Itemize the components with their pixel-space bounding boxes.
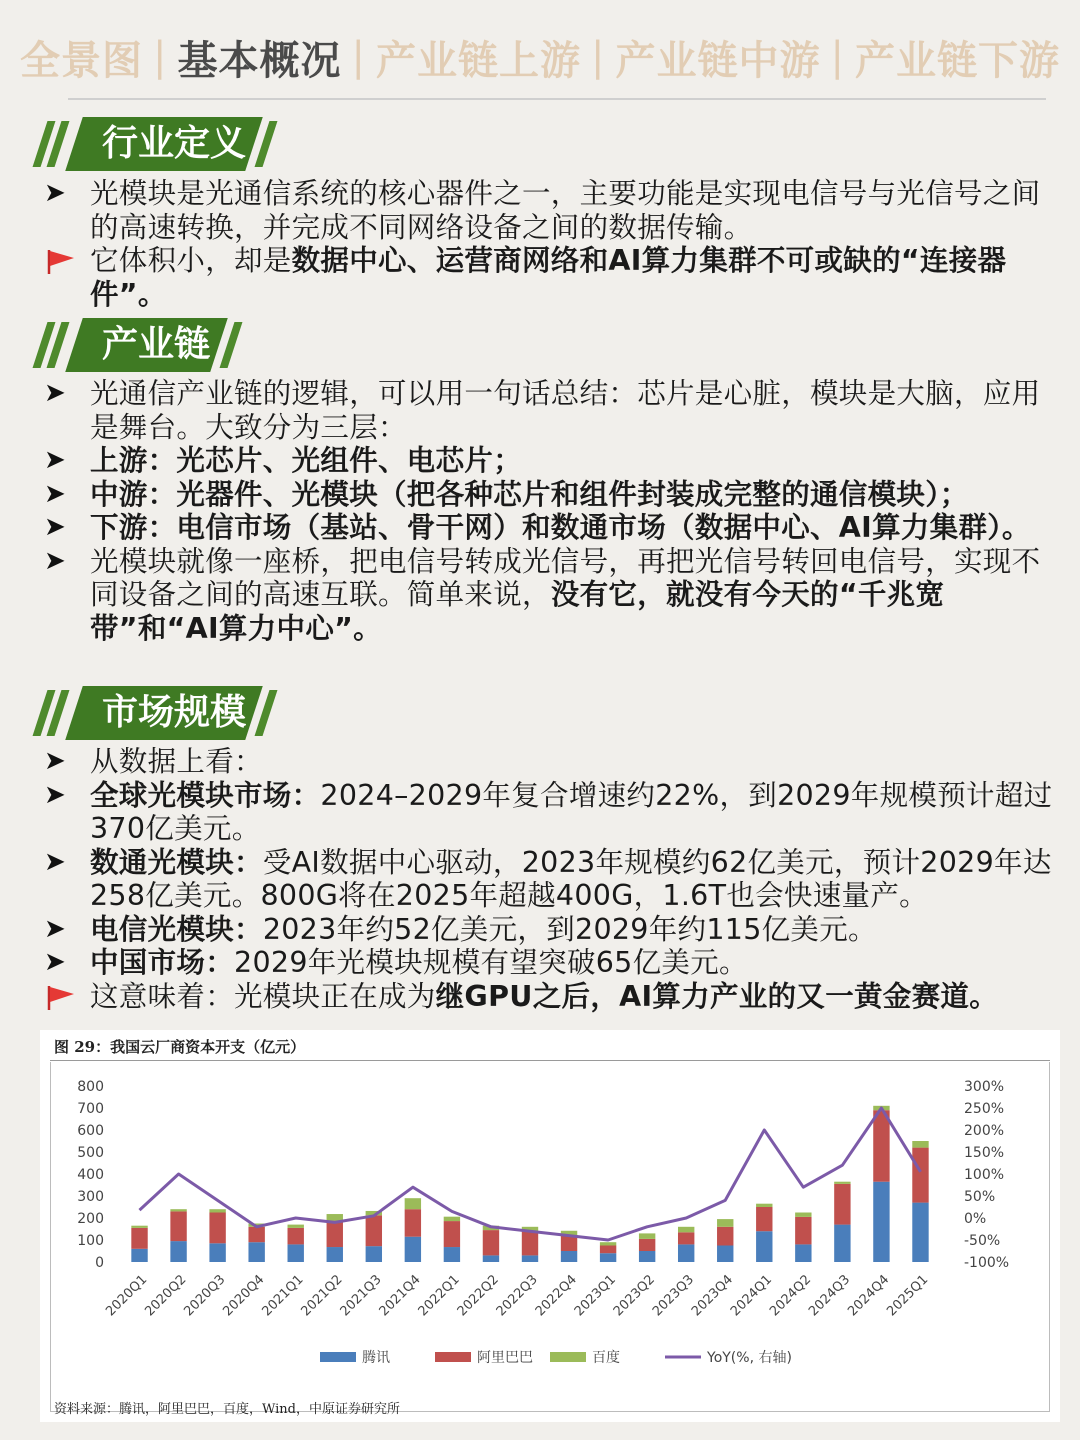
market-list xyxy=(44,745,1054,1013)
x-tick-label: 2024Q3 xyxy=(806,1272,854,1320)
bar-segment xyxy=(873,1182,889,1262)
arrow-bullet-icon: ➤ xyxy=(44,378,67,408)
arrow-bullet-icon: ➤ xyxy=(44,545,67,576)
arrow-bullet-icon: ➤ xyxy=(44,779,67,810)
bar-segment xyxy=(288,1228,304,1245)
bar-segment xyxy=(405,1209,421,1237)
bar-segment xyxy=(678,1244,694,1262)
chain-list xyxy=(44,377,1054,645)
list-item: ➤ 从数据上看： xyxy=(44,745,263,778)
x-tick-label: 2023Q1 xyxy=(571,1272,619,1320)
bar-segment xyxy=(483,1230,499,1255)
bar-segment xyxy=(405,1237,421,1262)
section-heading-definition xyxy=(34,117,264,171)
bar-segment xyxy=(483,1255,499,1262)
chart-title: 图 29：我国云厂商资本开支（亿元） xyxy=(54,1038,306,1056)
bar-segment xyxy=(717,1246,733,1263)
bar-segment xyxy=(834,1182,850,1184)
list-item: ➤ 中游：光器件、光模块（把各种芯片和组件封装成完整的通信模块）； xyxy=(44,477,969,511)
bar-segment xyxy=(717,1227,733,1246)
section-heading-chain xyxy=(34,318,234,372)
bar-segment xyxy=(327,1247,343,1262)
section-heading-market xyxy=(34,686,274,740)
nav-tab[interactable]: 基本概况 xyxy=(177,37,342,84)
x-tick-label: 2021Q4 xyxy=(376,1272,424,1320)
top-nav xyxy=(0,22,1080,92)
bar-segment xyxy=(678,1227,694,1233)
legend-label: 腾讯 xyxy=(362,1350,390,1366)
legend-swatch xyxy=(550,1352,586,1362)
bar-segment xyxy=(288,1225,304,1228)
bar-segment xyxy=(131,1226,147,1228)
arrow-bullet-icon: ➤ xyxy=(44,178,67,208)
arrow-bullet-icon: ➤ xyxy=(44,445,67,475)
bar-segment xyxy=(834,1184,850,1225)
bar-segment xyxy=(756,1207,772,1231)
x-tick-label: 2022Q4 xyxy=(532,1272,580,1320)
bar-segment xyxy=(444,1217,460,1221)
nav-tab[interactable]: 产业链上游 xyxy=(376,37,581,84)
list-item: ➤ 下游：电信市场（基站、骨干网）和数通市场（数据中心、AI算力集群）。 xyxy=(44,511,1031,544)
list-item: ➤ 光模块就像一座桥，把电信号转成光信号，再把光信号转回电信号，实现不同设备之间的高速互联。简单来说，没有它，就没有今天的“千兆宽带”和“AI算力中心”。 xyxy=(44,544,1041,645)
heading-market-text: 市场规模 xyxy=(102,692,247,733)
x-tick-label: 2023Q3 xyxy=(649,1272,698,1320)
red-flag-icon xyxy=(44,980,84,1014)
bar-segment xyxy=(561,1251,577,1262)
bar-segment xyxy=(873,1110,889,1182)
bar-segment xyxy=(248,1242,264,1262)
y-right-tick-label: 200% xyxy=(964,1123,1005,1139)
y-left-tick-label: 0 xyxy=(95,1255,104,1271)
x-tick-label: 2022Q3 xyxy=(493,1272,541,1320)
x-tick-label: 2025Q1 xyxy=(884,1272,932,1320)
bar-segment xyxy=(756,1231,772,1262)
x-tick-label: 2021Q2 xyxy=(298,1272,346,1320)
arrow-bullet-icon: ➤ xyxy=(44,913,67,944)
nav-tab[interactable]: 全景图 xyxy=(20,37,144,84)
bar-segment xyxy=(912,1203,928,1262)
y-left-tick-label: 600 xyxy=(77,1123,104,1139)
bar-segment xyxy=(209,1213,225,1244)
legend-label: 阿里巴巴 xyxy=(477,1350,533,1366)
list-item: ➤ 电信光模块：2023年约52亿美元，到2029年约115亿美元。 xyxy=(44,912,877,946)
bar-segment xyxy=(795,1213,811,1217)
list-item: ➤ 光模块是光通信系统的核心器件之一，主要功能是实现电信号与光信号之间的高速转换，并完成不同网络设备之间的数据传输。 xyxy=(44,177,1041,244)
bar-segment xyxy=(405,1198,421,1209)
nav-separator: | xyxy=(830,34,845,80)
capex-chart xyxy=(40,1030,1060,1422)
y-left-tick-label: 100 xyxy=(77,1233,104,1249)
arrow-bullet-icon: ➤ xyxy=(44,512,67,542)
bar-segment xyxy=(170,1241,186,1262)
x-tick-label: 2021Q3 xyxy=(337,1272,385,1320)
legend-swatch xyxy=(320,1352,356,1362)
bar-segment xyxy=(170,1211,186,1241)
bar-segment xyxy=(756,1204,772,1207)
bar-segment xyxy=(131,1249,147,1262)
legend-label: 百度 xyxy=(592,1350,620,1366)
bar-segment xyxy=(170,1209,186,1211)
x-tick-label: 2021Q1 xyxy=(259,1272,307,1320)
x-tick-label: 2022Q1 xyxy=(415,1272,463,1320)
y-right-tick-label: -100% xyxy=(964,1255,1010,1271)
x-tick-label: 2020Q4 xyxy=(220,1272,268,1320)
arrow-bullet-icon: ➤ xyxy=(44,846,67,877)
bar-segment xyxy=(834,1225,850,1262)
red-flag-icon xyxy=(44,244,84,278)
arrow-bullet-icon: ➤ xyxy=(44,947,67,977)
bar-segment xyxy=(209,1243,225,1262)
bar-segment xyxy=(131,1228,147,1249)
y-right-tick-label: 250% xyxy=(964,1101,1005,1117)
list-item: 它体积小，却是数据中心、运营商网络和AI算力集群不可或缺的“连接器件”。 xyxy=(44,244,1054,311)
bar-segment xyxy=(366,1246,382,1262)
bar-segment xyxy=(639,1239,655,1251)
bar-segment xyxy=(717,1219,733,1227)
y-right-tick-label: 150% xyxy=(964,1145,1005,1161)
bar-segment xyxy=(600,1246,616,1254)
list-item: ➤ 上游：光芯片、光组件、电芯片； xyxy=(44,444,523,477)
list-item: 这意味着：光模块正在成为继GPU之后，AI算力产业的又一黄金赛道。 xyxy=(44,980,1054,1014)
bar-segment xyxy=(522,1231,538,1255)
nav-tab[interactable]: 产业链中游 xyxy=(615,37,821,84)
bar-segment xyxy=(288,1244,304,1262)
bar-segment xyxy=(912,1148,928,1203)
y-left-tick-label: 200 xyxy=(77,1211,104,1227)
bar-segment xyxy=(327,1214,343,1221)
bar-segment xyxy=(366,1215,382,1246)
y-right-tick-label: 300% xyxy=(964,1079,1005,1095)
y-left-tick-label: 300 xyxy=(77,1189,104,1205)
x-tick-label: 2024Q1 xyxy=(728,1272,776,1320)
list-item: ➤ 数通光模块：受AI数据中心驱动，2023年规模约62亿美元，预计2029年达258亿美元。800G将在2025年超越400G，1.6T也会快速量产。 xyxy=(44,845,1052,912)
bar-segment xyxy=(561,1236,577,1251)
bar-segment xyxy=(248,1227,264,1242)
nav-separator: | xyxy=(591,34,606,80)
bar-segment xyxy=(444,1221,460,1247)
nav-separator: | xyxy=(351,34,366,80)
bar-segment xyxy=(444,1247,460,1262)
x-tick-label: 2024Q4 xyxy=(845,1272,893,1320)
x-tick-label: 2023Q2 xyxy=(610,1272,658,1320)
y-right-tick-label: 50% xyxy=(964,1189,996,1205)
bar-segment xyxy=(912,1141,928,1148)
heading-chain-text: 产业链 xyxy=(102,324,211,365)
bar-segment xyxy=(795,1217,811,1245)
x-tick-label: 2024Q2 xyxy=(767,1272,815,1320)
nav-tab[interactable]: 产业链下游 xyxy=(854,37,1060,84)
legend-label: YoY(%, 右轴) xyxy=(707,1350,792,1366)
capex-chart-card xyxy=(40,1030,1060,1422)
list-item: ➤ 光通信产业链的逻辑，可以用一句话总结：芯片是心脏，模块是大脑，应用是舞台。大致分为三层： xyxy=(44,377,1041,444)
y-left-tick-label: 800 xyxy=(77,1079,104,1095)
x-tick-label: 2020Q1 xyxy=(103,1272,151,1320)
definition-list xyxy=(44,177,1054,311)
heading-definition-text: 行业定义 xyxy=(102,123,247,164)
nav-divider xyxy=(68,98,1046,100)
y-left-tick-label: 500 xyxy=(77,1145,104,1161)
bar-segment xyxy=(522,1255,538,1262)
bar-segment xyxy=(327,1221,343,1247)
y-right-tick-label: 100% xyxy=(964,1167,1005,1183)
x-tick-label: 2020Q2 xyxy=(142,1272,190,1320)
y-left-tick-label: 700 xyxy=(77,1101,104,1117)
bar-segment xyxy=(639,1233,655,1239)
arrow-bullet-icon: ➤ xyxy=(44,478,67,509)
y-left-tick-label: 400 xyxy=(77,1167,104,1183)
chart-source: 资料来源：腾讯，阿里巴巴，百度，Wind，中原证券研究所 xyxy=(54,1402,400,1417)
bar-segment xyxy=(678,1232,694,1244)
y-right-tick-label: 0% xyxy=(964,1211,987,1227)
legend-swatch xyxy=(435,1352,471,1362)
bar-segment xyxy=(600,1242,616,1245)
y-right-tick-label: -50% xyxy=(964,1233,1001,1249)
nav-separator: | xyxy=(153,34,168,80)
bar-segment xyxy=(209,1209,225,1212)
bar-segment xyxy=(639,1251,655,1262)
x-tick-label: 2023Q4 xyxy=(688,1272,737,1320)
arrow-bullet-icon: ➤ xyxy=(44,746,67,776)
x-tick-label: 2020Q3 xyxy=(181,1272,229,1320)
list-item: ➤ 中国市场：2029年光模块规模有望突破65亿美元。 xyxy=(44,946,748,979)
list-item: ➤ 全球光模块市场：2024–2029年复合增速约22%，到2029年规模预计超过370亿美元。 xyxy=(44,778,1053,845)
x-tick-label: 2022Q2 xyxy=(454,1272,502,1320)
bar-segment xyxy=(600,1253,616,1262)
bar-segment xyxy=(795,1244,811,1262)
